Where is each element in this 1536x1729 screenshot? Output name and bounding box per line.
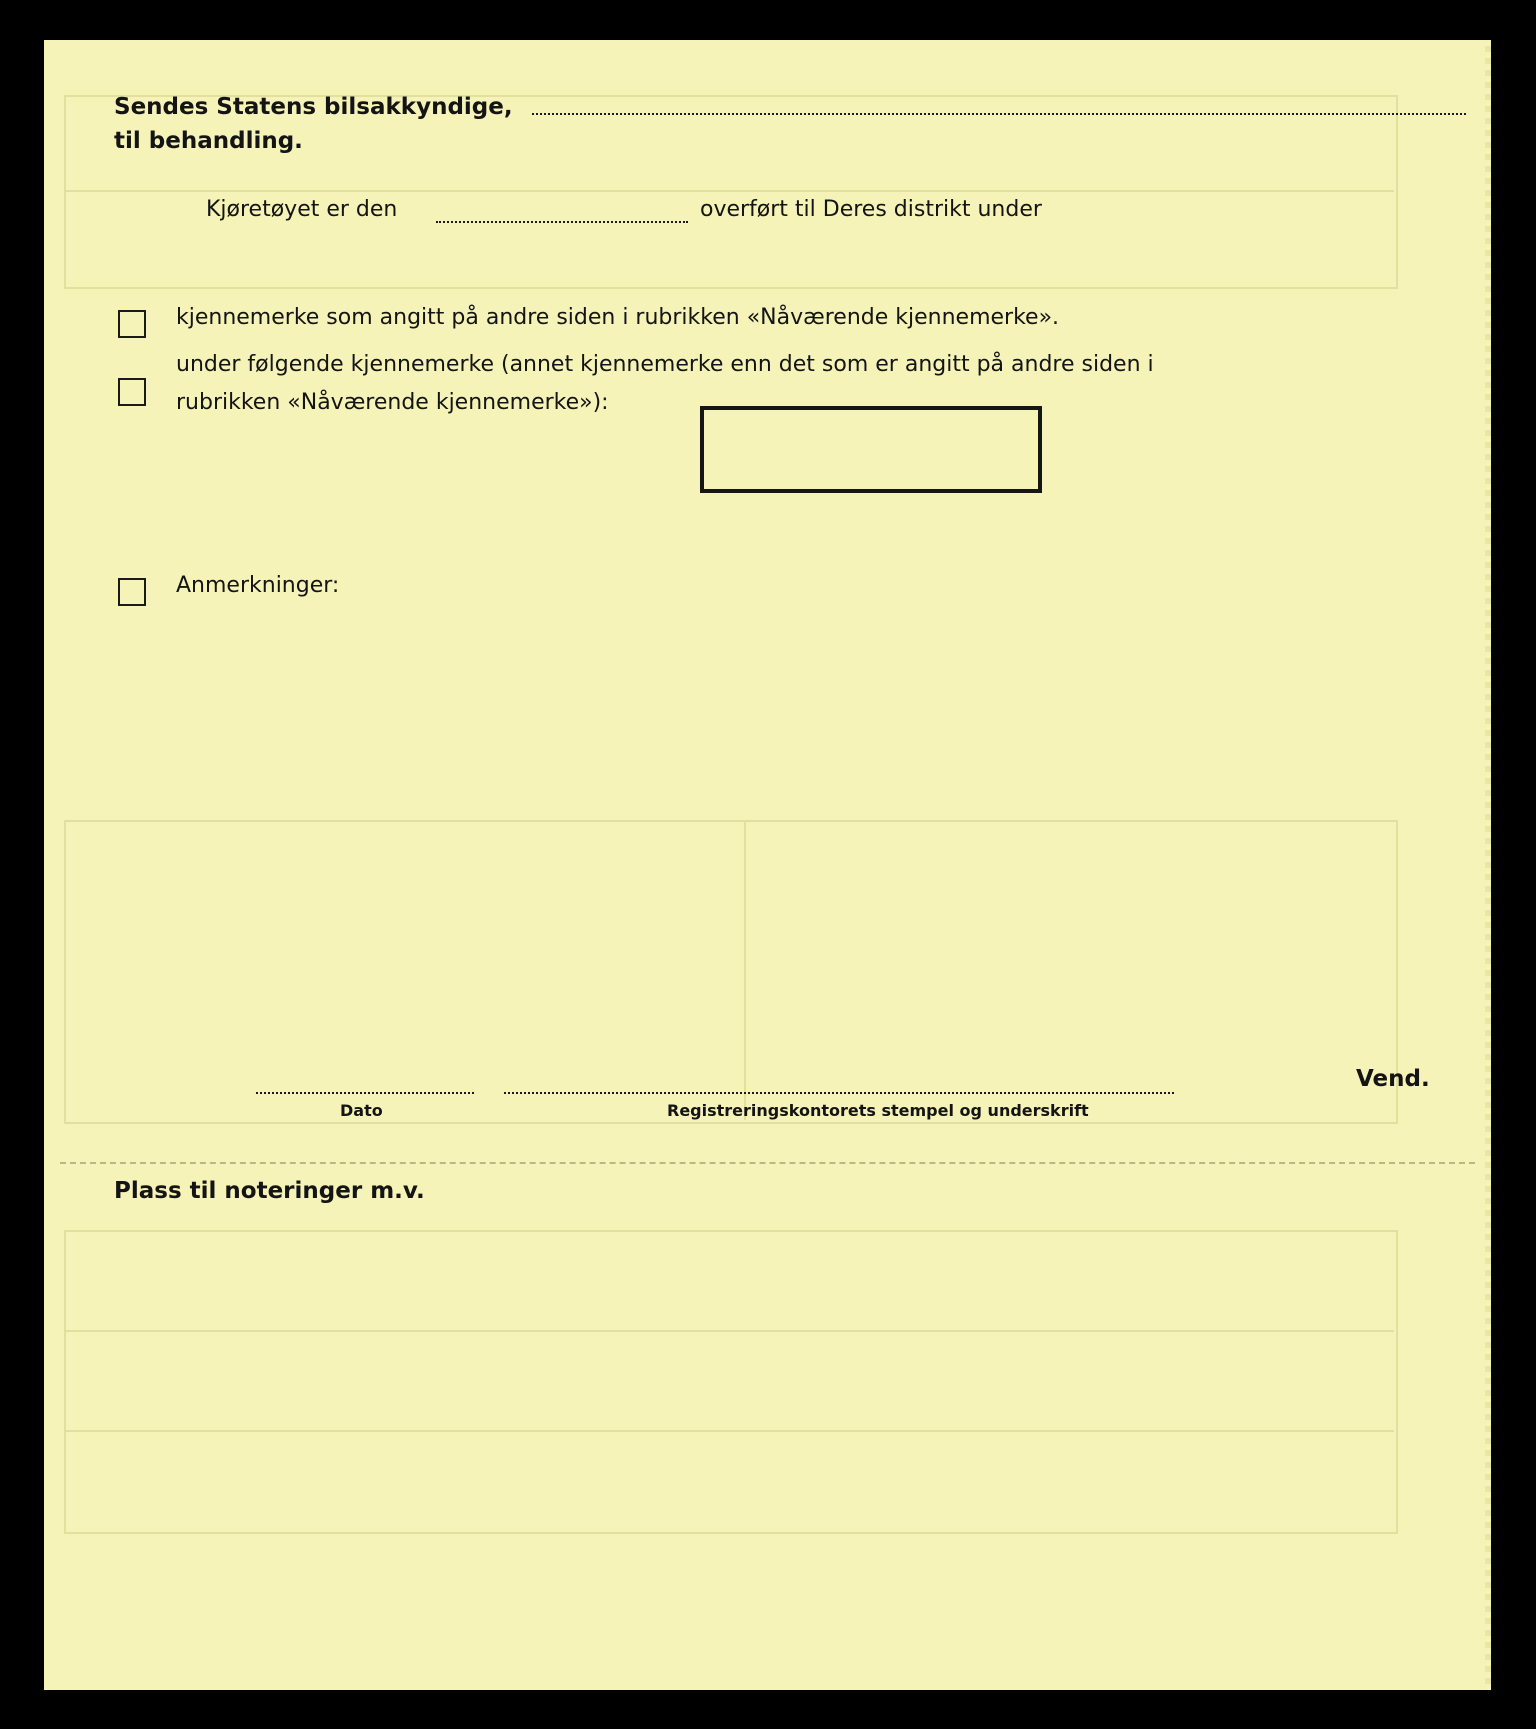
sendes-fill-line[interactable] <box>532 113 1466 115</box>
kjoretoy-date-fill-line[interactable] <box>436 221 688 223</box>
option2-line-1: under følgende kjennemerke (annet kjennemerke enn det som er angitt på andre siden i <box>176 352 1154 377</box>
option1-checkbox[interactable] <box>118 310 146 338</box>
vend-label: Vend. <box>1356 1066 1430 1092</box>
sendes-line-1: Sendes Statens bilsakkyndige, <box>114 94 513 120</box>
ghost-table-mid <box>64 820 1398 1124</box>
ghost-rule-1 <box>64 190 1394 192</box>
plass-label: Plass til noteringer m.v. <box>114 1178 425 1204</box>
perforated-edge <box>1485 40 1491 1690</box>
ghost-table-top <box>64 95 1398 289</box>
option2-line-2: rubrikken «Nåværende kjennemerke»): <box>176 390 609 415</box>
new-registration-entry-box[interactable] <box>700 406 1042 493</box>
stempel-label: Registreringskontorets stempel og underskrift <box>667 1101 1089 1120</box>
dato-label: Dato <box>340 1101 383 1120</box>
anmerkninger-checkbox[interactable] <box>118 578 146 606</box>
dato-fill-line[interactable] <box>256 1092 474 1094</box>
form-sheet <box>44 40 1491 1690</box>
kjoretoy-prefix: Kjøretøyet er den <box>206 197 398 222</box>
section-divider <box>60 1162 1475 1164</box>
sendes-line-2: til behandling. <box>114 128 303 154</box>
option2-checkbox[interactable] <box>118 378 146 406</box>
notes-area[interactable] <box>104 1225 1434 1665</box>
kjoretoy-suffix: overført til Deres distrikt under <box>700 197 1042 222</box>
ghost-rule-2 <box>744 820 746 1120</box>
option1-label: kjennemerke som angitt på andre siden i rubrikken «Nåværende kjennemerke». <box>176 305 1060 330</box>
stempel-fill-line[interactable] <box>504 1092 1174 1094</box>
anmerkninger-label: Anmerkninger: <box>176 573 340 598</box>
